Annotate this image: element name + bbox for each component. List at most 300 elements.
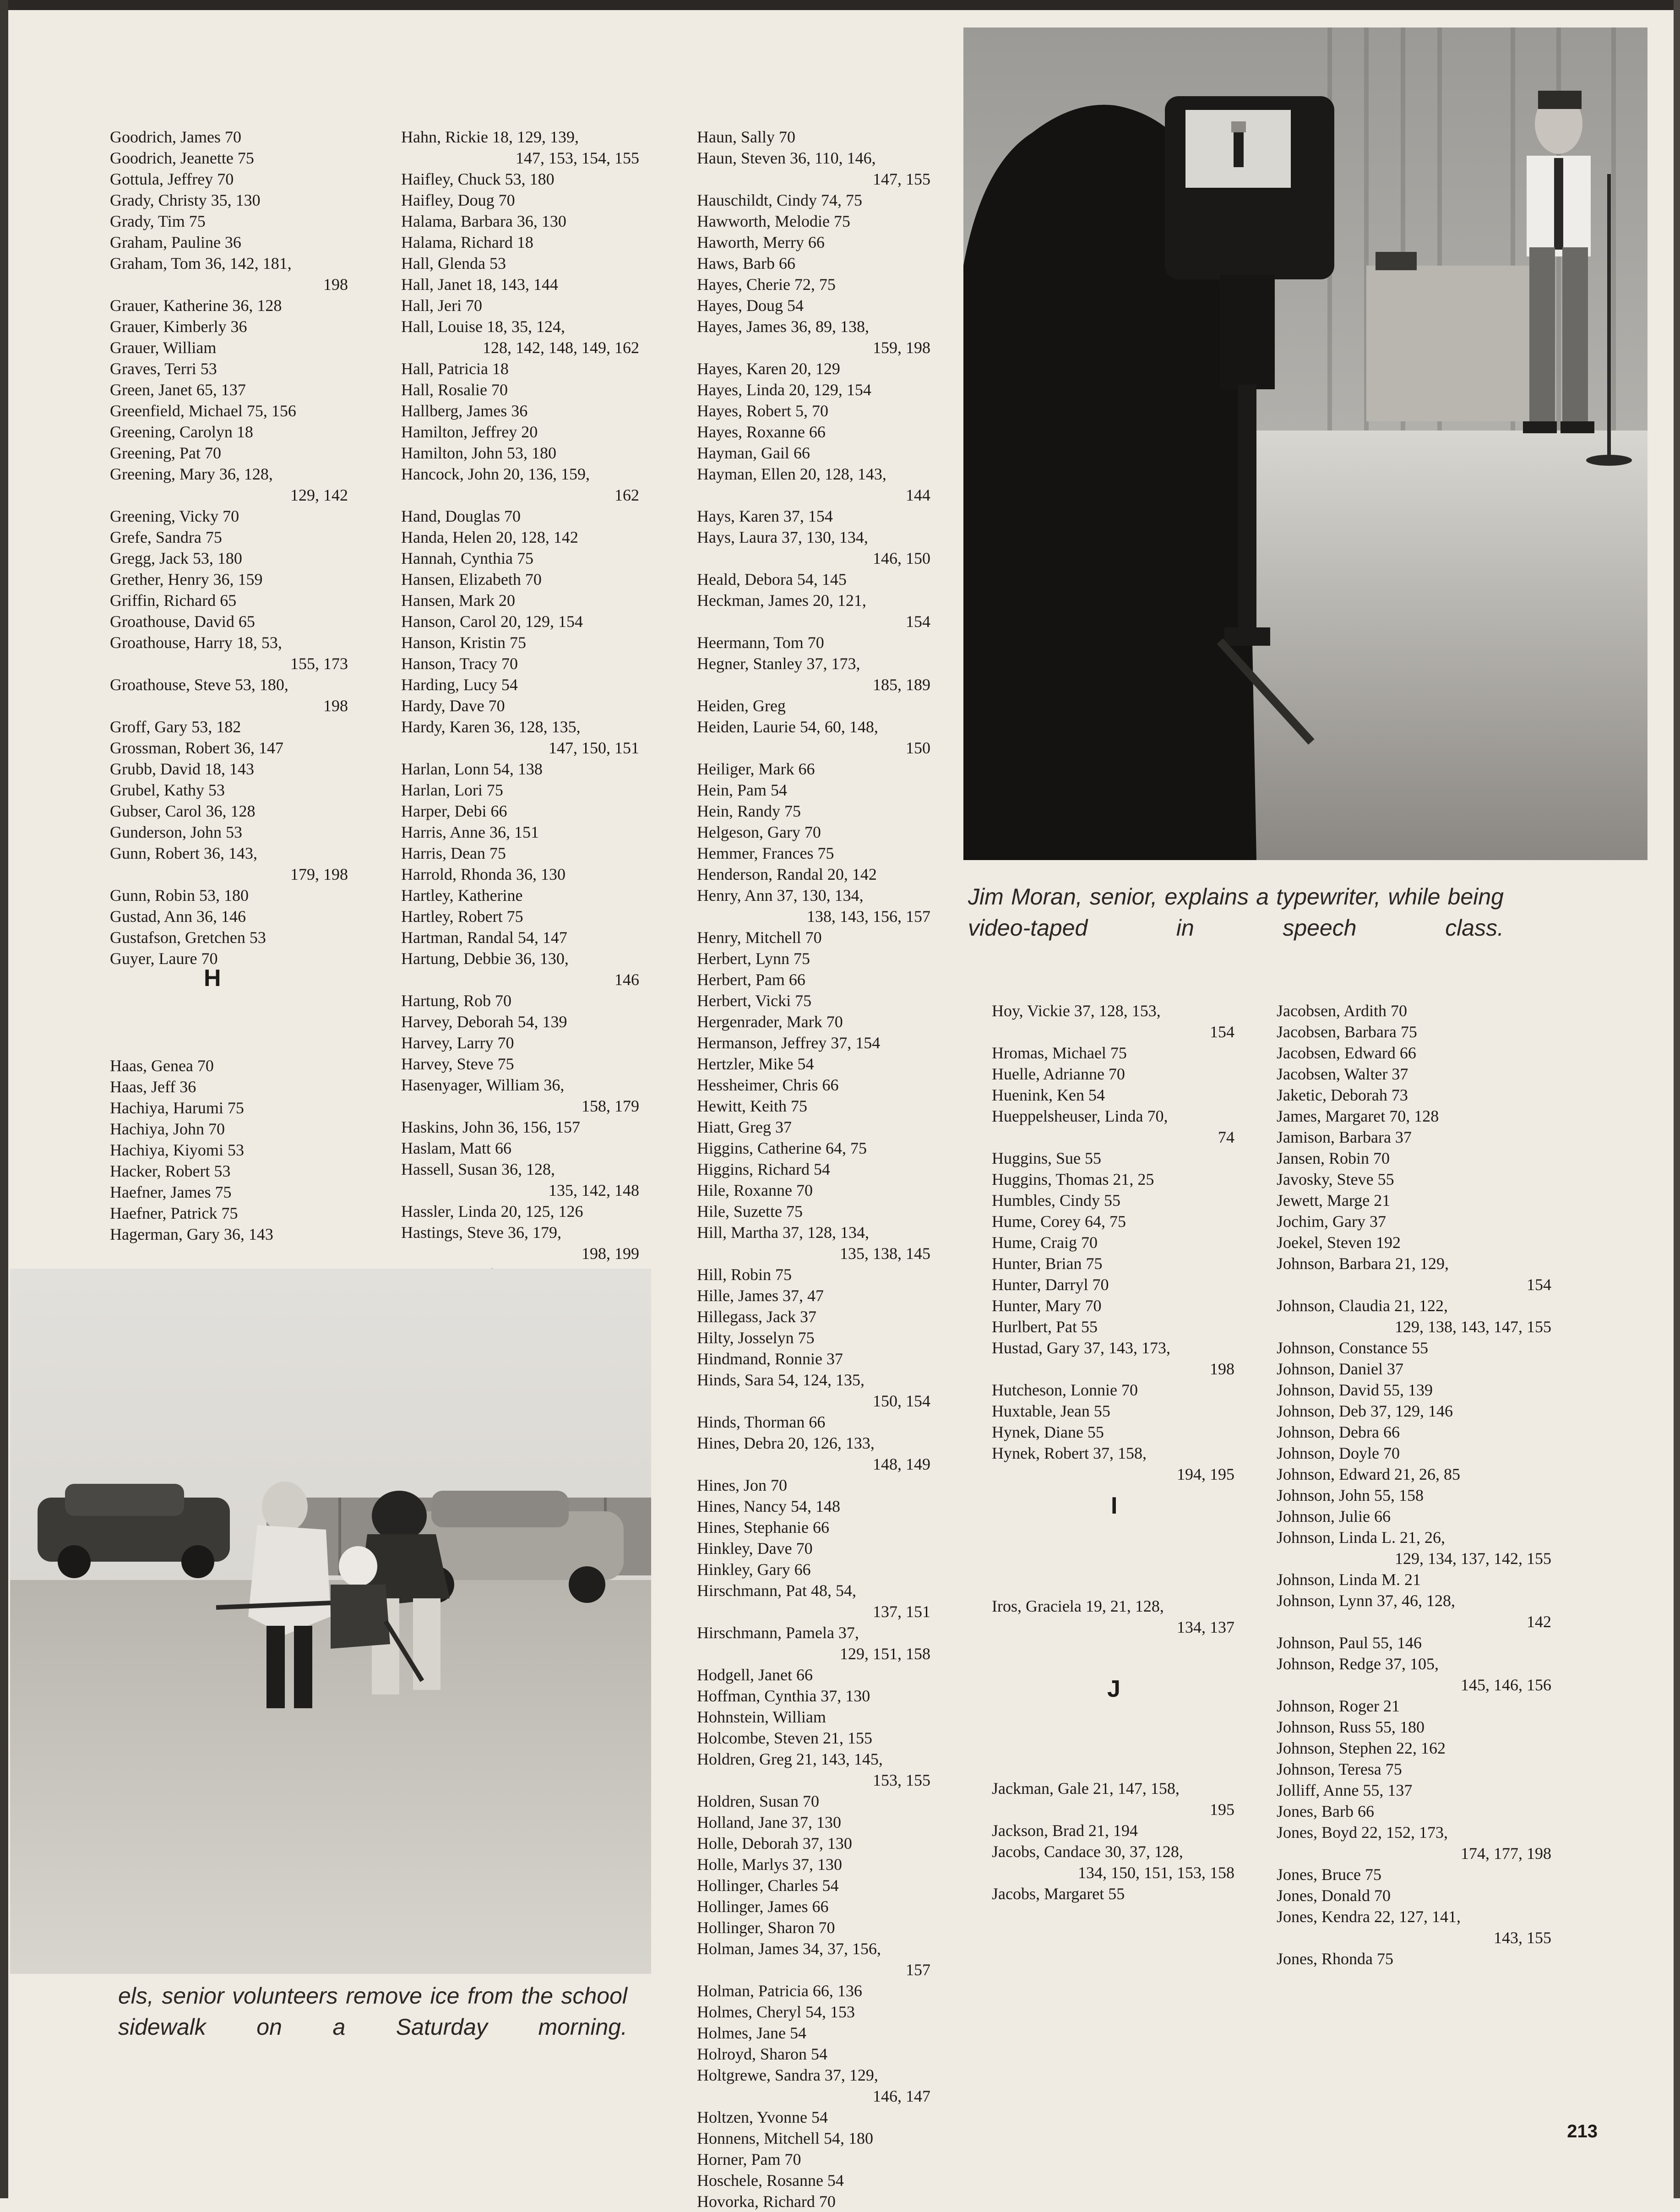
index-entry <box>401 527 639 548</box>
index-entry-name: Hillegass, Jack 37 <box>697 1308 816 1326</box>
index-entry-name: Greenfield, Michael 75, 156 <box>110 402 296 420</box>
index-entry-name: Hunter, Darryl 70 <box>992 1275 1109 1294</box>
index-entry <box>697 1559 930 1580</box>
index-entry <box>697 758 930 779</box>
index-entry <box>697 1159 930 1180</box>
index-entry-name: Hallberg, James 36 <box>401 402 528 420</box>
index-entry <box>697 1875 930 1896</box>
index-entry <box>401 864 639 885</box>
index-entry <box>1277 1379 1551 1400</box>
index-entry <box>1277 1021 1551 1042</box>
index-entry-name: Hollinger, James 66 <box>697 1897 829 1916</box>
index-entry-name: Hodgell, Janet 66 <box>697 1666 813 1684</box>
index-entry-name: Hayes, Cherie 72, 75 <box>697 275 836 294</box>
index-entry-name: Griffin, Richard 65 <box>110 591 237 610</box>
index-entry-name: Hanson, Tracy 70 <box>401 654 518 673</box>
index-entry <box>697 822 930 843</box>
index-entry <box>697 2191 930 2212</box>
index-entry <box>110 843 348 885</box>
index-entry <box>992 1084 1234 1106</box>
index-entry <box>992 1778 1234 1820</box>
index-entry-name: Jacobsen, Walter 37 <box>1277 1065 1408 1083</box>
index-entry-name: Herbert, Lynn 75 <box>697 949 810 968</box>
index-entry <box>1277 1400 1551 1422</box>
index-entry-name: Hueppelsheuser, Linda 70, <box>992 1107 1168 1125</box>
index-entry <box>1277 1127 1551 1148</box>
index-column-2 <box>401 126 639 1327</box>
index-entry-name: Joekel, Steven 192 <box>1277 1233 1401 1252</box>
index-entry <box>401 1138 639 1159</box>
index-entry <box>401 611 639 632</box>
index-entry-name: Jones, Bruce 75 <box>1277 1865 1381 1884</box>
index-entry-name: Haskins, John 36, 156, 157 <box>401 1118 581 1136</box>
index-entry-name: Hassler, Linda 20, 125, 126 <box>401 1202 583 1220</box>
index-entry <box>697 843 930 864</box>
index-entry-name: Goodrich, Jeanette 75 <box>110 149 254 167</box>
index-entry-name: Graves, Terri 53 <box>110 360 217 378</box>
index-entry <box>110 569 348 590</box>
index-entry <box>1277 1042 1551 1063</box>
index-entry <box>697 1180 930 1201</box>
index-entry-name: Heiden, Greg <box>697 697 786 715</box>
index-entry <box>110 822 348 843</box>
index-entry <box>110 1224 348 1245</box>
index-entry-name: Hoffman, Cynthia 37, 130 <box>697 1687 870 1705</box>
index-entry <box>401 295 639 316</box>
index-entry <box>697 1475 930 1496</box>
index-entry-name: Hutcheson, Lonnie 70 <box>992 1381 1138 1399</box>
index-entry <box>1277 1422 1551 1443</box>
index-entry-name: Jochim, Gary 37 <box>1277 1212 1386 1231</box>
page-top-edge <box>0 0 1680 10</box>
index-entry <box>697 2022 930 2043</box>
index-entry-name: Graham, Pauline 36 <box>110 233 241 251</box>
index-entry <box>697 1095 930 1117</box>
index-entry-name: Humbles, Cindy 55 <box>992 1191 1121 1210</box>
index-entry <box>401 211 639 232</box>
index-entry <box>110 232 348 253</box>
index-column-4 <box>992 1000 1234 1485</box>
page-number: 213 <box>1567 2121 1598 2141</box>
index-entry <box>697 695 930 716</box>
index-entry-name: Jackman, Gale 21, 147, 158, <box>992 1779 1180 1798</box>
index-entry <box>401 885 639 906</box>
index-entry-pages-cont: 135, 138, 145 <box>840 1244 930 1263</box>
index-entry <box>697 1622 930 1664</box>
index-entry <box>697 1517 930 1538</box>
index-entry <box>1277 1063 1551 1084</box>
index-entry-pages-cont: 134, 137 <box>1177 1618 1234 1636</box>
index-entry-name: Jacobsen, Barbara 75 <box>1277 1023 1417 1041</box>
index-entry-pages-cont: 179, 198 <box>290 865 348 883</box>
index-entry <box>697 1896 930 1917</box>
index-entry <box>992 1148 1234 1169</box>
index-entry-name: Hamilton, John 53, 180 <box>401 444 556 462</box>
index-entry-name: Harvey, Steve 75 <box>401 1055 514 1073</box>
index-entry <box>992 1106 1234 1148</box>
index-entry-name: Horner, Pam 70 <box>697 2150 801 2168</box>
index-entry-name: Higgins, Catherine 64, 75 <box>697 1139 867 1157</box>
index-entry-name: Hein, Pam 54 <box>697 781 787 799</box>
index-entry <box>697 316 930 358</box>
index-entry <box>401 232 639 253</box>
index-entry <box>110 421 348 442</box>
index-entry-name: Harvey, Larry 70 <box>401 1034 514 1052</box>
index-entry <box>697 1348 930 1369</box>
index-entry <box>1277 1106 1551 1127</box>
index-entry <box>1277 1506 1551 1527</box>
index-entry-name: Heiden, Laurie 54, 60, 148, <box>697 718 878 736</box>
index-entry-name: Hartung, Debbie 36, 130, <box>401 949 569 968</box>
index-entry-name: Hoy, Vickie 37, 128, 153, <box>992 1002 1161 1020</box>
index-entry <box>1277 1190 1551 1211</box>
index-entry-name: Greening, Mary 36, 128, <box>110 465 273 483</box>
index-entry <box>110 611 348 632</box>
index-entry-name: Groathouse, Harry 18, 53, <box>110 633 282 652</box>
index-entry <box>697 442 930 463</box>
index-entry <box>401 590 639 611</box>
index-entry-name: Grefe, Sandra 75 <box>110 528 222 546</box>
page-right-edge <box>1674 0 1680 2198</box>
index-entry-name: Hays, Karen 37, 154 <box>697 507 833 525</box>
index-entry-name: Hertzler, Mike 54 <box>697 1055 814 1073</box>
index-entry-pages-cont: 134, 150, 151, 153, 158 <box>1078 1863 1234 1882</box>
index-entry <box>992 1841 1234 1883</box>
index-entry <box>401 674 639 695</box>
index-entry <box>401 316 639 358</box>
index-entry <box>697 2149 930 2170</box>
index-entry-name: Grauer, William <box>110 338 217 357</box>
index-entry-name: Jones, Rhonda 75 <box>1277 1950 1393 1968</box>
index-entry <box>697 421 930 442</box>
index-entry <box>992 1820 1234 1841</box>
index-entry <box>401 948 639 990</box>
index-entry-name: Hardy, Dave 70 <box>401 697 505 715</box>
index-entry-name: Goodrich, James 70 <box>110 128 241 146</box>
index-entry-name: Hollinger, Sharon 70 <box>697 1918 835 1937</box>
index-entry <box>697 358 930 379</box>
index-entry-name: James, Margaret 70, 128 <box>1277 1107 1439 1125</box>
index-entry <box>697 1812 930 1833</box>
speech-class-photo <box>963 27 1647 860</box>
index-entry-pages-cont: 153, 155 <box>873 1771 930 1789</box>
index-entry-pages-cont: 154 <box>1210 1023 1234 1041</box>
index-entry-name: Halama, Richard 18 <box>401 233 533 251</box>
index-entry <box>697 295 930 316</box>
index-entry-pages-cont: 195 <box>1210 1800 1234 1819</box>
index-entry <box>401 779 639 801</box>
index-entry <box>401 1032 639 1053</box>
index-entry <box>697 211 930 232</box>
index-entry <box>697 1727 930 1749</box>
index-entry <box>697 2107 930 2128</box>
index-entry <box>110 1055 348 1076</box>
index-entry-name: Johnson, Constance 55 <box>1277 1339 1428 1357</box>
index-entry <box>697 801 930 822</box>
index-entry <box>1277 1000 1551 1021</box>
index-entry <box>1277 1169 1551 1190</box>
index-entry <box>401 1201 639 1222</box>
index-entry-name: Herbert, Pam 66 <box>697 970 805 989</box>
index-entry-name: Hanson, Kristin 75 <box>401 633 526 652</box>
index-entry-name: Greening, Vicky 70 <box>110 507 239 525</box>
index-entry <box>697 927 930 948</box>
index-entry-name: Hile, Suzette 75 <box>697 1202 803 1220</box>
index-entry-name: Hile, Roxanne 70 <box>697 1181 813 1199</box>
index-entry <box>401 442 639 463</box>
index-entry-name: Johnson, Doyle 70 <box>1277 1444 1400 1462</box>
index-entry <box>1277 1632 1551 1653</box>
index-entry-name: Iros, Graciela 19, 21, 128, <box>992 1597 1164 1615</box>
index-entry-name: Hirschmann, Pamela 37, <box>697 1624 859 1642</box>
index-entry-name: Hume, Craig 70 <box>992 1233 1098 1252</box>
index-entry <box>1277 1337 1551 1358</box>
index-entry-name: Gunderson, John 53 <box>110 823 242 841</box>
index-entry <box>110 906 348 927</box>
index-entry-name: Hayes, Robert 5, 70 <box>697 402 828 420</box>
index-entry-name: Johnson, Lynn 37, 46, 128, <box>1277 1591 1456 1610</box>
index-entry <box>992 1274 1234 1295</box>
index-entry <box>401 379 639 400</box>
index-entry <box>697 1433 930 1475</box>
index-entry-name: Johnson, Claudia 21, 122, <box>1277 1297 1448 1315</box>
index-entry <box>401 126 639 169</box>
index-entry-pages-cont: 194, 195 <box>1177 1465 1234 1483</box>
index-entry-name: Hall, Louise 18, 35, 124, <box>401 317 565 336</box>
index-entry <box>110 1203 348 1224</box>
index-entry-name: Huggins, Thomas 21, 25 <box>992 1170 1154 1188</box>
index-entry-name: Hurlbert, Pat 55 <box>992 1318 1098 1336</box>
index-entry <box>697 527 930 569</box>
index-entry-name: Haworth, Merry 66 <box>697 233 825 251</box>
index-entry <box>992 1232 1234 1253</box>
index-entry <box>110 632 348 674</box>
index-entry-name: Hessheimer, Chris 66 <box>697 1076 839 1094</box>
index-entry-name: Hagerman, Gary 36, 143 <box>110 1225 273 1243</box>
index-entry-name: Grossman, Robert 36, 147 <box>110 739 283 757</box>
index-entry-name: Haefner, Patrick 75 <box>110 1204 238 1222</box>
index-entry-name: Jewett, Marge 21 <box>1277 1191 1391 1210</box>
index-entry <box>401 169 639 190</box>
index-entry <box>401 1053 639 1074</box>
index-entry <box>697 885 930 927</box>
index-entry <box>697 506 930 527</box>
index-entry <box>697 632 930 653</box>
index-entry-name: Grubb, David 18, 143 <box>110 760 254 778</box>
index-entry-name: Hayes, Roxanne 66 <box>697 423 826 441</box>
index-entry-name: Hines, Stephanie 66 <box>697 1518 829 1536</box>
index-entry <box>110 758 348 779</box>
index-entry-name: Jones, Barb 66 <box>1277 1802 1374 1820</box>
index-entry-name: Grauer, Katherine 36, 128 <box>110 296 282 315</box>
index-entry-name: Harding, Lucy 54 <box>401 676 518 694</box>
index-entry-name: Hahn, Rickie 18, 129, 139, <box>401 128 579 146</box>
index-entry <box>110 358 348 379</box>
index-entry-name: Huxtable, Jean 55 <box>992 1402 1110 1420</box>
index-entry-name: Gunn, Robin 53, 180 <box>110 886 249 904</box>
index-entry-name: Greening, Pat 70 <box>110 444 221 462</box>
index-entry-name: Hiatt, Greg 37 <box>697 1118 792 1136</box>
index-entry-name: Herbert, Vicki 75 <box>697 992 812 1010</box>
index-entry <box>1277 1358 1551 1379</box>
index-entry-name: Holmes, Cheryl 54, 153 <box>697 2003 855 2021</box>
index-entry-name: Hassell, Susan 36, 128, <box>401 1160 555 1178</box>
index-entry-name: Gubser, Carol 36, 128 <box>110 802 256 820</box>
index-entry-pages-cont: 74 <box>1218 1128 1234 1146</box>
index-entry-pages-cont: 147, 155 <box>873 170 930 188</box>
index-entry-pages-cont: 185, 189 <box>873 676 930 694</box>
index-entry-name: Hilty, Josselyn 75 <box>697 1329 815 1347</box>
index-entry <box>1277 1590 1551 1632</box>
index-entry-name: Hall, Jeri 70 <box>401 296 482 315</box>
index-entry <box>697 463 930 506</box>
index-entry <box>1277 1569 1551 1590</box>
index-entry-name: Jacobs, Candace 30, 37, 128, <box>992 1842 1183 1861</box>
index-entry <box>697 1685 930 1706</box>
index-entry-name: Holle, Marlys 37, 130 <box>697 1855 842 1874</box>
index-entry <box>697 1201 930 1222</box>
index-entry-name: Hayes, Linda 20, 129, 154 <box>697 381 871 399</box>
index-entry-name: Grady, Tim 75 <box>110 212 206 230</box>
index-entry <box>697 2065 930 2107</box>
index-entry-name: Hinds, Sara 54, 124, 135, <box>697 1371 864 1389</box>
index-entry <box>992 1400 1234 1422</box>
index-column-1-h <box>110 1055 348 1245</box>
index-entry <box>697 274 930 295</box>
index-entry-name: Johnson, David 55, 139 <box>1277 1381 1433 1399</box>
index-entry <box>401 1117 639 1138</box>
index-entry-name: Jacobsen, Ardith 70 <box>1277 1002 1407 1020</box>
index-entry-name: Hovorka, Richard 70 <box>697 2192 836 2211</box>
index-entry-name: Hustad, Gary 37, 143, 173, <box>992 1339 1170 1357</box>
index-entry <box>697 1032 930 1053</box>
index-entry-pages-cont: 147, 150, 151 <box>549 739 639 757</box>
index-entry-pages-cont: 147, 153, 154, 155 <box>516 149 639 167</box>
index-entry-name: Hansen, Elizabeth 70 <box>401 570 542 588</box>
index-entry-pages-cont: 144 <box>906 486 930 504</box>
index-entry-name: Hinkley, Gary 66 <box>697 1560 811 1579</box>
index-entry-pages-cont: 137, 151 <box>873 1602 930 1621</box>
index-entry <box>401 1074 639 1117</box>
index-entry-pages-cont: 129, 151, 158 <box>840 1645 930 1663</box>
index-entry-name: Johnson, Redge 37, 105, <box>1277 1655 1439 1673</box>
index-entry-name: Jansen, Robin 70 <box>1277 1149 1390 1167</box>
index-entry-name: Harvey, Deborah 54, 139 <box>401 1013 567 1031</box>
index-entry <box>697 2001 930 2022</box>
index-entry-name: Haifley, Chuck 53, 180 <box>401 170 555 188</box>
index-entry-pages-cont: 159, 198 <box>873 338 930 357</box>
index-entry-pages-cont: 146, 150 <box>873 549 930 567</box>
index-entry-name: Hayes, Doug 54 <box>697 296 804 315</box>
index-entry-name: Haefner, James 75 <box>110 1183 232 1201</box>
index-entry-pages-cont: 148, 149 <box>873 1455 930 1473</box>
index-entry <box>697 400 930 421</box>
index-entry-name: Henderson, Randal 20, 142 <box>697 865 877 883</box>
index-entry-name: Hynek, Robert 37, 158, <box>992 1444 1147 1462</box>
index-entry-name: Haun, Steven 36, 110, 146, <box>697 149 876 167</box>
index-entry <box>697 1917 930 1938</box>
index-entry <box>110 295 348 316</box>
index-entry <box>697 948 930 969</box>
index-entry <box>697 2043 930 2065</box>
section-letter-j: J <box>1107 1676 1120 1702</box>
index-entry-pages-cont: 129, 138, 143, 147, 155 <box>1395 1318 1551 1336</box>
index-entry <box>401 758 639 779</box>
index-entry-name: Hall, Patricia 18 <box>401 360 509 378</box>
index-entry <box>110 737 348 758</box>
index-entry <box>110 1160 348 1182</box>
index-entry-name: Hayes, Karen 20, 129 <box>697 360 840 378</box>
index-entry-name: Hacker, Robert 53 <box>110 1162 231 1180</box>
index-entry-name: Hohnstein, William <box>697 1708 826 1726</box>
index-column-4-j <box>992 1778 1234 1904</box>
speech-class-caption: Jim Moran, senior, explains a typewriter, while being video-taped in speech class. <box>968 884 1504 941</box>
index-entry <box>992 1000 1234 1042</box>
index-entry-name: Hayes, James 36, 89, 138, <box>697 317 869 336</box>
index-entry <box>401 653 639 674</box>
index-entry-name: Hannah, Cynthia 75 <box>401 549 533 567</box>
index-entry-name: Jacobs, Margaret 55 <box>992 1885 1125 1903</box>
index-entry-name: Javosky, Steve 55 <box>1277 1170 1394 1188</box>
index-entry-name: Halama, Barbara 36, 130 <box>401 212 566 230</box>
index-entry-name: Jamison, Barbara 37 <box>1277 1128 1412 1146</box>
index-entry-name: Hall, Janet 18, 143, 144 <box>401 275 558 294</box>
index-entry <box>992 1063 1234 1084</box>
index-entry <box>1277 1759 1551 1780</box>
index-entry-name: Johnson, Linda L. 21, 26, <box>1277 1528 1445 1547</box>
index-entry-pages-cont: 128, 142, 148, 149, 162 <box>483 338 639 357</box>
index-entry-name: Hromas, Michael 75 <box>992 1044 1127 1062</box>
index-entry <box>110 316 348 337</box>
index-entry <box>697 1011 930 1032</box>
index-entry <box>697 1791 930 1812</box>
index-entry <box>992 1596 1234 1638</box>
index-entry <box>1277 1253 1551 1295</box>
index-entry-name: Hunter, Mary 70 <box>992 1297 1102 1315</box>
index-entry-name: Johnson, Barbara 21, 129, <box>1277 1254 1449 1273</box>
index-entry-name: Hayman, Ellen 20, 128, 143, <box>697 465 886 483</box>
index-entry-name: Haws, Barb 66 <box>697 254 795 272</box>
index-entry <box>697 1369 930 1411</box>
index-entry <box>401 716 639 758</box>
index-entry <box>992 1190 1234 1211</box>
index-entry <box>1277 1485 1551 1506</box>
index-entry <box>992 1443 1234 1485</box>
index-entry-name: Hastings, Steve 36, 179, <box>401 1223 561 1242</box>
index-entry-name: Hamilton, Jeffrey 20 <box>401 423 538 441</box>
index-entry-name: Helgeson, Gary 70 <box>697 823 821 841</box>
index-entry <box>697 1706 930 1727</box>
index-entry <box>1277 1464 1551 1485</box>
index-entry-name: Hachiya, Harumi 75 <box>110 1099 244 1117</box>
index-entry <box>110 1097 348 1118</box>
index-entry-name: Groathouse, David 65 <box>110 612 255 631</box>
index-entry-name: Haas, Jeff 36 <box>110 1078 196 1096</box>
ice-removal-caption: els, senior volunteers remove ice from the school sidewalk on a Saturday morning. <box>118 1983 627 2040</box>
index-entry <box>992 1379 1234 1400</box>
index-entry <box>1277 1885 1551 1906</box>
ice-removal-photo <box>10 1269 651 1974</box>
index-entry <box>401 1222 639 1264</box>
index-entry <box>697 1664 930 1685</box>
index-entry-pages-cont: 198, 199 <box>582 1244 639 1263</box>
index-entry <box>697 1411 930 1433</box>
index-entry <box>697 379 930 400</box>
index-entry-name: Jacobsen, Edward 66 <box>1277 1044 1416 1062</box>
index-entry-name: Hinds, Thorman 66 <box>697 1413 826 1431</box>
index-entry-name: Hill, Martha 37, 128, 134, <box>697 1223 869 1242</box>
index-column-3 <box>697 126 930 2212</box>
